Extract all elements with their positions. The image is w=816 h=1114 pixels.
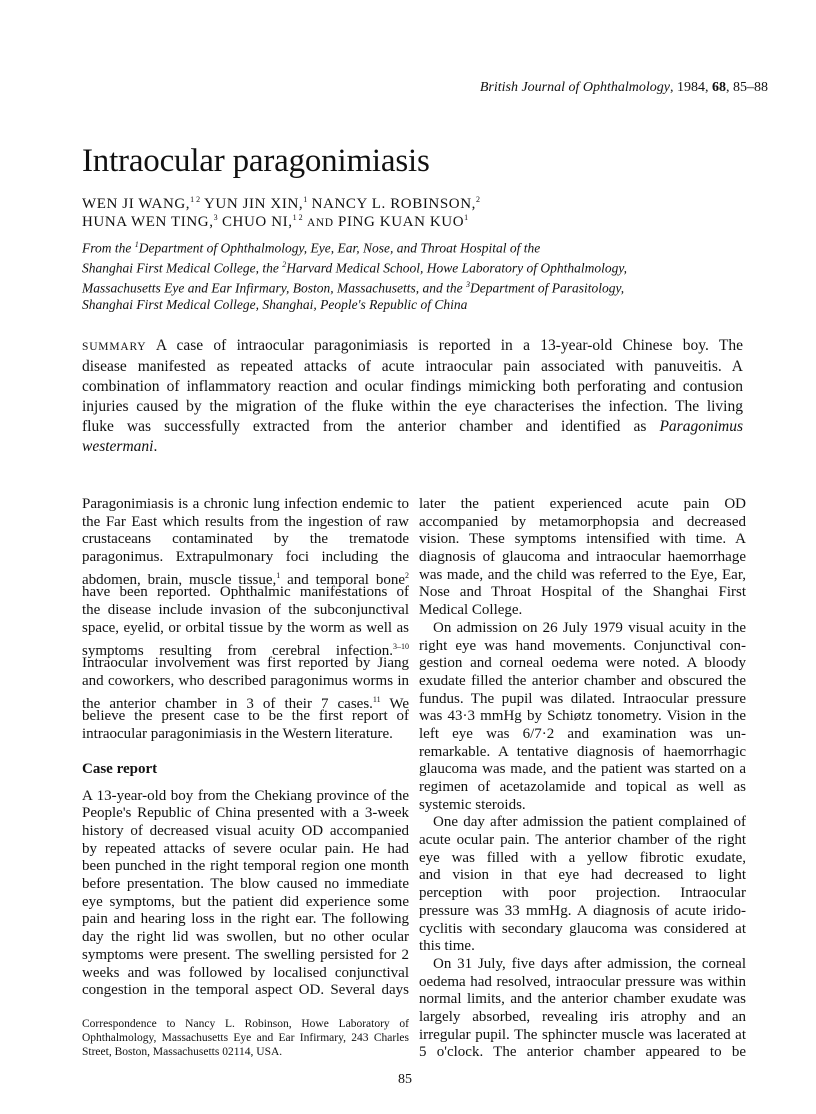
affiliation-prefix: From the: [82, 240, 135, 256]
body-line: and coworkers, who described paragonimus worms in: [82, 672, 409, 689]
running-header: [480, 80, 768, 96]
body-line: pain and hearing loss in the right ear. The following: [82, 911, 409, 928]
summary-text: .: [153, 438, 158, 455]
author-affil-sup: 1 2: [190, 195, 201, 204]
author-name: HUNA WEN TING,: [82, 214, 214, 230]
body-line: intraocular paragonimiasis in the Western literature.: [82, 725, 393, 742]
body-line: acute ocular pain. The anterior chamber of the right: [419, 832, 746, 849]
body-line: [82, 638, 409, 659]
affiliation-line: [82, 237, 742, 257]
body-line: glaucoma was made, and the patient was started on a: [419, 761, 746, 778]
affiliation-text: Massachusetts Eye and Ear Infirmary, Boston, Massachusetts, and the: [82, 280, 466, 296]
species-name: westermani: [82, 438, 154, 455]
body-line: space, eyelid, or orbital tissue by the worm as well as: [82, 619, 409, 636]
body-line: crustaceans contaminated by the trematode: [82, 531, 409, 548]
affiliations: [82, 237, 742, 314]
affiliation-sup: 2: [282, 260, 287, 269]
right-column: [419, 496, 746, 1062]
reference-sup: 11: [372, 694, 381, 704]
body-line: vision. These symptoms intensified with time. A: [419, 531, 746, 548]
journal-name: British Journal of Ophthalmology: [479, 80, 670, 95]
summary-line: [82, 437, 743, 457]
affiliation-text: Shanghai First Medical College, the: [82, 260, 283, 276]
body-line: before presentation. The blow caused no immediate: [82, 876, 409, 893]
summary-line: combination of inflammatory reaction and ocular findings mimicking both perforating and contusion: [82, 378, 743, 395]
body-line: by repeated attacks of severe ocular pain. He had: [82, 840, 409, 857]
author-name: CHUO NI,: [217, 214, 293, 230]
affiliation-line: [82, 257, 742, 277]
affiliation-text: Department of Ophthalmology, Eye, Ear, Nose, and Throat Hospital of the: [138, 240, 541, 256]
author-name: WEN JI WANG,: [82, 196, 191, 212]
body-line: diagnosis of glaucoma and intraocular haemorrhage: [419, 549, 746, 566]
author-affil-sup: 2: [476, 195, 481, 204]
summary-line: [82, 336, 743, 357]
body-line: eye symptoms, but the patient did experience some: [82, 893, 409, 910]
footnote-line: Street, Boston, Massachusetts 02114, USA.: [82, 1046, 283, 1058]
affiliation-line: [82, 277, 742, 297]
body-line: have been reported. Ophthalmic manifestations of: [82, 584, 409, 601]
author-affil-sup: 1: [303, 195, 308, 204]
footnote-line: Ophthalmology, Massachusetts Eye and Ear Infirmary, 243 Charles: [82, 1032, 409, 1044]
reference-sup: 1: [276, 570, 281, 580]
body-line: cyclitis with secondary glaucoma was considered at: [419, 920, 746, 937]
affiliation-line: Shanghai First Medical College, Shanghai, People's Republic of China: [82, 297, 468, 312]
body-line: Medical College.: [419, 602, 523, 619]
body-line: largely absorbed, revealing iris atrophy and an: [419, 1008, 746, 1025]
body-line: was made, and the child was referred to the Eye, Ear,: [419, 566, 746, 583]
body-line: pressure was 33 mmHg. A diagnosis of acute irido-: [419, 902, 746, 919]
summary-text: fluke was successfully extracted from the anterior chamber and identified as: [82, 418, 660, 435]
author-affil-sup: 1 2: [292, 213, 303, 222]
body-line: On 31 July, five days after admission, the corneal: [433, 955, 746, 972]
body-text: and temporal bone: [280, 571, 405, 588]
body-line: Nose and Throat Hospital of the Shanghai First: [419, 584, 746, 601]
page-number: 85: [398, 1072, 412, 1087]
affiliation-text: Harvard Medical School, Howe Laboratory of Ophthalmology,: [286, 260, 627, 276]
section-heading: Case report: [82, 760, 158, 777]
body-line: regimen of acetazolamide and topical as well as: [419, 779, 746, 795]
body-line: congestion in the temporal aspect OD. Several days: [82, 982, 409, 999]
body-line: history of decreased visual acuity OD accompanied: [82, 823, 409, 839]
body-line: gestion and corneal oedema were noted. A bloody: [419, 655, 746, 672]
summary-text: A case of intraocular paragonimiasis is reported in a 13-year-old Chinese boy. The: [146, 337, 743, 354]
body-line: eye was filled with a yellow fibrotic exudate,: [419, 849, 746, 866]
author-line-2: [82, 213, 468, 231]
body-line: On admission on 26 July 1979 visual acuity in the: [433, 619, 746, 636]
body-line: accompanied by metamorphopsia and decreased: [419, 513, 746, 530]
body-text: abdomen, brain, muscle tissue,: [82, 571, 277, 588]
summary-line: disease manifested as repeated attacks of acute intraocular pain associated with panuveitis. A: [82, 358, 743, 375]
body-line: symptoms were present. The swelling persisted for 2: [82, 946, 409, 963]
author-affil-sup: 3: [213, 213, 218, 222]
body-line: [82, 567, 409, 588]
author-name: PING KUAN KUO: [338, 214, 465, 230]
body-line: believe the present case to be the first report of: [82, 708, 409, 725]
body-line: this time.: [419, 938, 475, 955]
body-line: right eye was hand movements. Conjunctival con-: [419, 637, 746, 654]
body-line: perception with poor projection. Intraocular: [419, 885, 746, 902]
body-line: [82, 691, 410, 712]
body-text: the anterior chamber in 3 of their 7 cases.: [82, 695, 373, 712]
body-line: left eye was 6/7·2 and examination was un-: [419, 725, 746, 742]
body-line: Intraocular involvement was first reported by Jiang: [82, 655, 409, 672]
body-line: systemic steroids.: [419, 796, 526, 813]
body-line: exudate filled the anterior chamber and obscured the: [419, 672, 746, 689]
body-text: We: [380, 695, 410, 712]
body-line: day the right lid was swollen, but no other ocular: [82, 929, 409, 946]
article-title: Intraocular paragonimiasis: [82, 143, 430, 179]
body-line: remarkable. A tentative diagnosis of haemorrhagic: [419, 743, 746, 760]
body-line: later the patient experienced acute pain OD: [419, 496, 746, 512]
journal-volume: 68: [712, 80, 726, 95]
body-line: fundus. The pupil was dilated. Intraocular pressure: [419, 690, 746, 707]
affiliation-sup: 1: [134, 240, 139, 249]
summary-line: injuries caused by the migration of the fluke within the eye characterises the infection. The living: [82, 398, 743, 415]
author-name: YUN JIN XIN,: [200, 196, 304, 212]
body-line: People's Republic of China presented with a 3-week: [82, 805, 409, 822]
author-and: AND: [306, 217, 334, 229]
body-text: symptoms resulting from cerebral infection.: [82, 642, 393, 659]
summary-line: [82, 417, 743, 437]
journal-pages: , 85–88: [726, 80, 768, 95]
body-line: 5 o'clock. The anterior chamber appeared to be: [419, 1044, 746, 1061]
body-line: A 13-year-old boy from the Chekiang province of the: [82, 787, 409, 804]
journal-year: , 1984,: [670, 80, 712, 95]
affiliation-sup: 3: [465, 280, 470, 289]
correspondence-footnote: [82, 1017, 409, 1059]
body-line: oedema had resolved, intraocular pressure was within: [419, 973, 746, 990]
body-line: One day after admission the patient complained of: [433, 814, 746, 831]
body-line: weeks and was followed by localised conjunctival: [82, 964, 409, 981]
body-line: and vision in that eye had decreased to light: [419, 867, 746, 884]
summary: [82, 336, 743, 457]
reference-sup: 2: [404, 570, 409, 580]
author-affil-sup: 1: [464, 213, 469, 222]
left-column: [82, 496, 409, 1000]
body-line: normal limits, and the anterior chamber exudate was: [419, 991, 746, 1008]
summary-label: SUMMARY: [82, 341, 147, 353]
body-line: been punched in the right temporal region one month: [82, 858, 409, 875]
reference-sup: 3–10: [393, 641, 409, 651]
species-name: Paragonimus: [659, 418, 743, 435]
body-line: was 43·3 mmHg by Schiøtz tonometry. Vision in the: [419, 708, 746, 725]
body-line: Paragonimiasis is a chronic lung infection endemic to: [82, 496, 409, 512]
body-line: the disease include invasion of the subconjunctival: [82, 602, 409, 619]
author-name: NANCY L. ROBINSON,: [307, 196, 477, 212]
footnote-line: Correspondence to Nancy L. Robinson, Howe Laboratory of: [82, 1018, 409, 1030]
body-line: paragonimus. Extrapulmonary foci including the: [82, 549, 409, 566]
body-line: irregular pupil. The sphincter muscle was lacerated at: [419, 1026, 746, 1043]
body-line: the Far East which results from the ingestion of raw: [82, 513, 409, 530]
affiliation-text: Department of Parasitology,: [469, 280, 625, 296]
author-line-1: [82, 195, 480, 213]
